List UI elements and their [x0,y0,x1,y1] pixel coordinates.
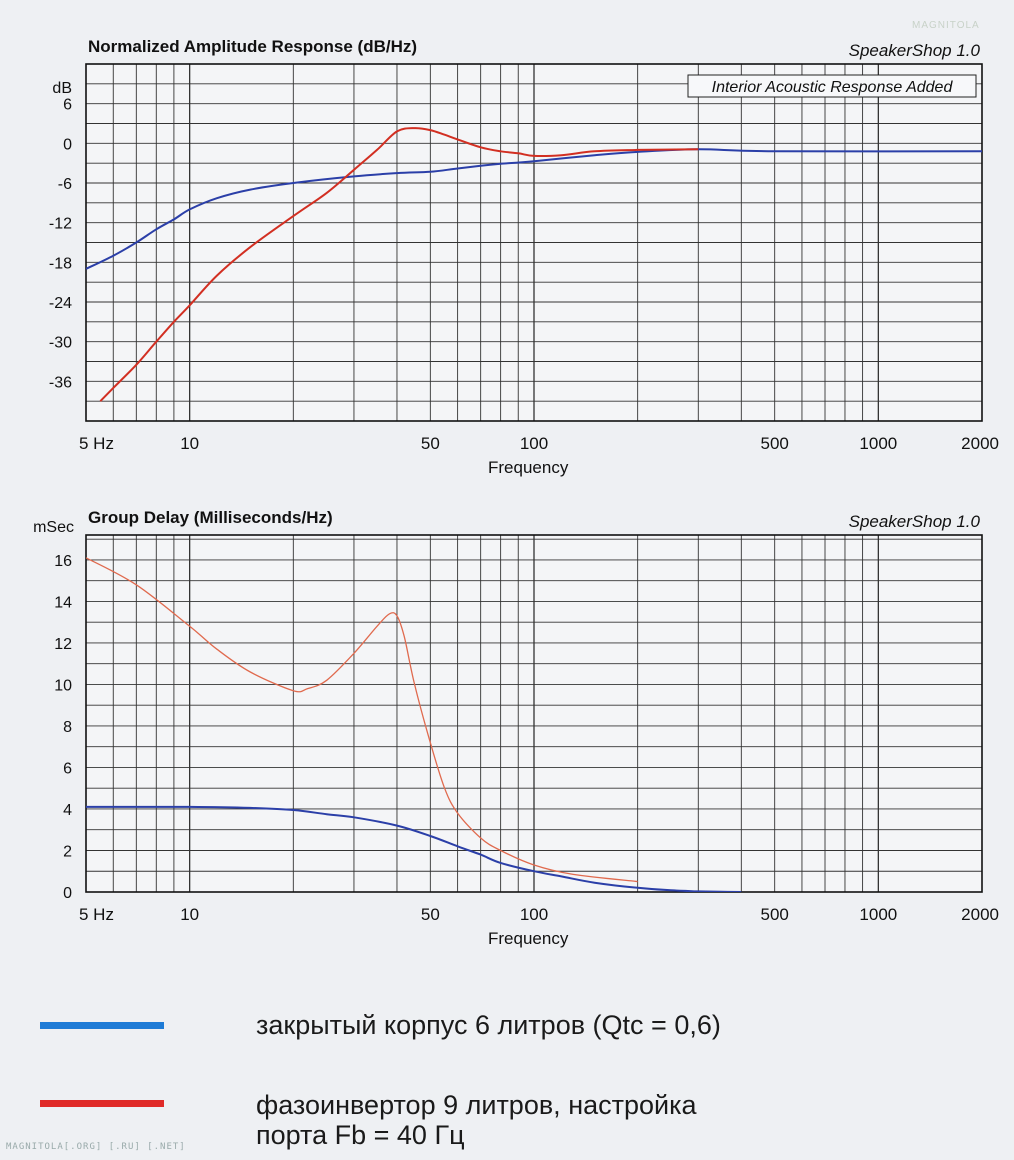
x-tick-label: 100 [519,905,549,924]
x-tick-label: 2000 [961,434,999,453]
annotation-label: Interior Acoustic Response Added [711,79,953,96]
x-tick-label: 10 [180,434,200,453]
x-tick-label: 10 [180,905,200,924]
chart-title: Group Delay (Milliseconds/Hz) [88,508,333,527]
x-tick-label: 50 [420,905,440,924]
x-tick-label: 500 [760,905,789,924]
x-tick-label: 100 [519,434,549,453]
x-axis-label: Frequency [488,458,569,477]
legend-label-closed-box: закрытый корпус 6 литров (Qtc = 0,6) [256,1010,721,1040]
y-tick-label: 6 [63,760,72,778]
x-tick-label: 2000 [961,905,999,924]
x-tick-label: 500 [760,434,789,453]
y-tick-label: 0 [63,885,72,902]
y-tick-label: 14 [54,594,72,612]
legend-item-closed-box [0,1006,1014,1066]
x-tick-label: 5 Hz [79,905,114,924]
legend-label-bass-reflex-line2: порта Fb = 40 Гц [256,1120,465,1150]
y-tick-label: 10 [54,677,72,695]
y-tick-label: 2 [63,843,72,861]
chart-title: Normalized Amplitude Response (dB/Hz) [88,37,418,56]
y-tick-label: -24 [48,295,72,312]
x-tick-label: 1000 [859,905,898,924]
y-axis-label: mSec [33,519,74,536]
y-tick-label: 16 [54,552,72,570]
y-tick-label: 8 [63,718,72,736]
watermark-bottom: MAGNITOLA[.ORG] [.RU] [.NET] [6,1142,186,1152]
x-axis-label: Frequency [488,929,569,948]
y-tick-label: -18 [48,255,72,273]
y-tick-label: 0 [63,136,72,154]
amplitude-response-chart [49,37,999,477]
y-tick-label: 6 [63,96,72,114]
y-tick-label: 4 [63,801,72,819]
y-tick-label: -6 [57,176,72,193]
legend-swatch-bass-reflex [40,1100,164,1107]
x-tick-label: 1000 [859,434,898,453]
legend-label-bass-reflex-line1: фазоинвертор 9 литров, настройка [256,1090,697,1120]
x-tick-label: 5 Hz [79,434,114,453]
chart-brand: SpeakerShop 1.0 [848,512,980,531]
y-tick-label: 12 [54,635,72,653]
group-delay-chart [33,508,999,948]
y-axis-label: dB [52,80,72,97]
y-tick-label: -30 [48,334,72,352]
x-tick-label: 50 [420,434,440,453]
y-tick-label: -12 [48,215,72,233]
legend-swatch-closed-box [40,1022,164,1029]
y-tick-label: -36 [48,374,72,392]
watermark-top: MAGNITOLA [912,20,980,31]
chart-brand: SpeakerShop 1.0 [848,41,980,60]
